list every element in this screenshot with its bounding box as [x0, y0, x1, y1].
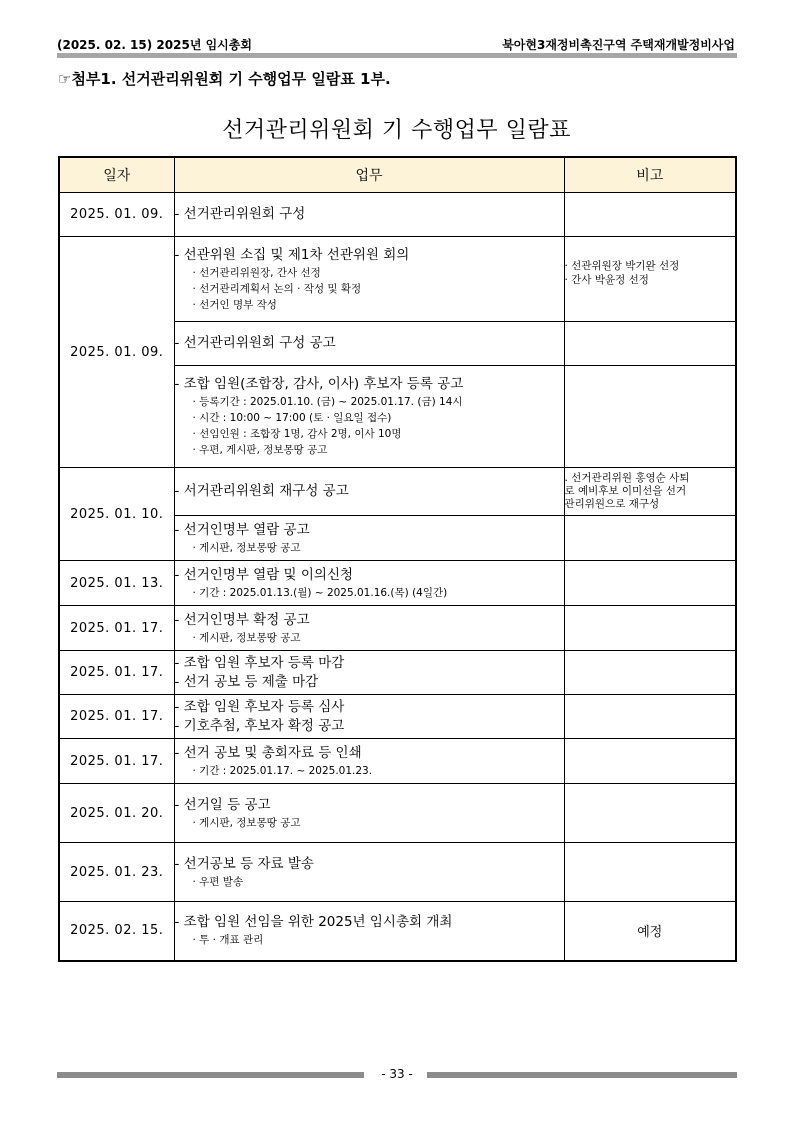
page-footer	[57, 1066, 737, 1086]
task-cell	[174, 366, 564, 468]
table-row	[59, 237, 736, 322]
task-sub: · 게시판, 정보몽땅 공고	[192, 541, 301, 554]
column-header-date: 일자	[59, 157, 174, 193]
task-main: - 서거관리위원회 재구성 공고	[174, 483, 349, 499]
date-cell: 2025. 02. 15.	[59, 902, 174, 961]
schedule-table	[58, 156, 737, 962]
note-cell	[564, 784, 736, 843]
task-cell	[174, 695, 564, 739]
note-cell	[564, 695, 736, 739]
date-cell: 2025. 01. 10.	[59, 468, 174, 561]
table-row	[59, 651, 736, 695]
table-row	[59, 739, 736, 784]
note-line: 관리위원으로 재구성	[564, 498, 660, 510]
task-cell	[174, 561, 564, 606]
note-cell	[564, 366, 736, 468]
footer-bar-right	[427, 1072, 737, 1078]
note-line: . 선거관리위원 홍영순 사퇴	[564, 472, 690, 484]
task-cell	[174, 651, 564, 695]
task-sub: · 게시판, 정보몽땅 공고	[192, 631, 301, 644]
task-main: - 선거 공보 등 제출 마감	[174, 673, 319, 690]
note-line: · 간사 박윤정 선정	[564, 274, 649, 286]
task-sub: · 투 · 개표 관리	[192, 934, 264, 947]
table-row	[59, 561, 736, 606]
task-main: - 조합 임원 후보자 등록 심사	[174, 698, 345, 715]
task-sub: · 선임인원 : 조합장 1명, 감사 2명, 이사 10명	[192, 428, 402, 440]
note-cell	[564, 651, 736, 695]
task-sub: · 기간 : 2025.01.13.(월) ~ 2025.01.16.(목) (4일간)	[192, 586, 448, 599]
task-cell	[174, 606, 564, 651]
task-main: - 선거인명부 확정 공고	[174, 611, 310, 628]
date-cell: 2025. 01. 13.	[59, 561, 174, 606]
task-sub: · 게시판, 정보몽땅 공고	[192, 816, 301, 829]
header-divider	[57, 53, 737, 58]
task-main: - 선관위원 소집 및 제1차 선관위원 회의	[174, 246, 410, 263]
table-row	[59, 784, 736, 843]
header-project-name: 북아현3재정비촉진구역 주택재개발정비사업	[502, 38, 735, 52]
task-cell	[174, 468, 564, 516]
note-cell	[564, 322, 736, 366]
task-cell	[174, 739, 564, 784]
task-cell	[174, 193, 564, 237]
note-cell	[564, 739, 736, 784]
note-line: · 선관위원장 박기완 선정	[564, 260, 680, 272]
table-header-row	[59, 157, 736, 193]
task-cell	[174, 516, 564, 561]
task-main: - 선거관리위원회 구성 공고	[174, 335, 336, 351]
note-line: 로 예비후보 이미선을 선거	[564, 485, 687, 497]
task-cell	[174, 902, 564, 961]
task-sub: · 우편, 게시판, 정보몽땅 공고	[192, 444, 328, 456]
header-meeting-label: (2025. 02. 15) 2025년 임시총회	[57, 38, 252, 52]
task-sub: · 선거관리계획서 논의 · 작성 및 확정	[192, 282, 362, 295]
task-main: - 조합 임원 후보자 등록 마감	[174, 654, 345, 671]
note-cell	[564, 561, 736, 606]
page-title: 선거관리위원회 기 수행업무 일람표	[222, 118, 571, 143]
task-main: - 기호추첨, 후보자 확정 공고	[174, 717, 345, 734]
note-cell	[564, 606, 736, 651]
date-cell: 2025. 01. 20.	[59, 784, 174, 843]
table-row	[59, 468, 736, 516]
page-number: - 33 -	[381, 1067, 413, 1081]
task-main: - 선거인명부 열람 공고	[174, 521, 310, 538]
date-cell: 2025. 01. 23.	[59, 843, 174, 902]
task-sub: · 선거인 명부 작성	[192, 298, 277, 311]
table-row	[59, 843, 736, 902]
date-cell: 2025. 01. 17.	[59, 739, 174, 784]
task-sub: · 시간 : 10:00 ~ 17:00 (토 · 일요일 접수)	[192, 412, 392, 424]
task-sub: · 우편 발송	[192, 875, 244, 888]
task-cell	[174, 237, 564, 322]
column-header-note: 비고	[564, 157, 736, 193]
column-header-task: 업무	[174, 157, 564, 193]
date-cell: 2025. 01. 17.	[59, 695, 174, 739]
task-cell	[174, 843, 564, 902]
note-cell	[564, 843, 736, 902]
table-row	[59, 902, 736, 961]
task-main: - 선거공보 등 자료 발송	[174, 855, 314, 872]
task-main: - 선거관리위원회 구성	[174, 206, 306, 222]
task-main: - 선거일 등 공고	[174, 796, 271, 813]
note-cell	[564, 468, 736, 516]
task-sub: · 등록기간 : 2025.01.10. (금) ~ 2025.01.17. (금) 14시	[192, 396, 463, 408]
date-cell: 2025. 01. 09.	[59, 237, 174, 468]
attachment-note: ☞첨부1. 선거관리위원회 기 수행업무 일람표 1부.	[58, 70, 391, 88]
task-cell	[174, 322, 564, 366]
task-sub: · 선거관리위원장, 간사 선정	[192, 266, 321, 279]
task-cell	[174, 784, 564, 843]
table-row	[59, 193, 736, 237]
note-cell	[564, 516, 736, 561]
note-cell	[564, 237, 736, 322]
note-cell	[564, 193, 736, 237]
task-main: - 조합 임원 선임을 위한 2025년 임시총회 개최	[174, 914, 453, 931]
date-cell: 2025. 01. 09.	[59, 193, 174, 237]
task-main: - 조합 임원(조합장, 감사, 이사) 후보자 등록 공고	[174, 376, 464, 392]
date-cell: 2025. 01. 17.	[59, 606, 174, 651]
table-row	[59, 695, 736, 739]
task-main: - 선거인명부 열람 및 이의신청	[174, 566, 354, 583]
task-main: - 선거 공보 및 총회자료 등 인쇄	[174, 744, 362, 761]
note-cell: 예정	[564, 902, 736, 961]
table-row	[59, 606, 736, 651]
date-cell: 2025. 01. 17.	[59, 651, 174, 695]
task-sub: · 기간 : 2025.01.17. ~ 2025.01.23.	[192, 764, 373, 777]
